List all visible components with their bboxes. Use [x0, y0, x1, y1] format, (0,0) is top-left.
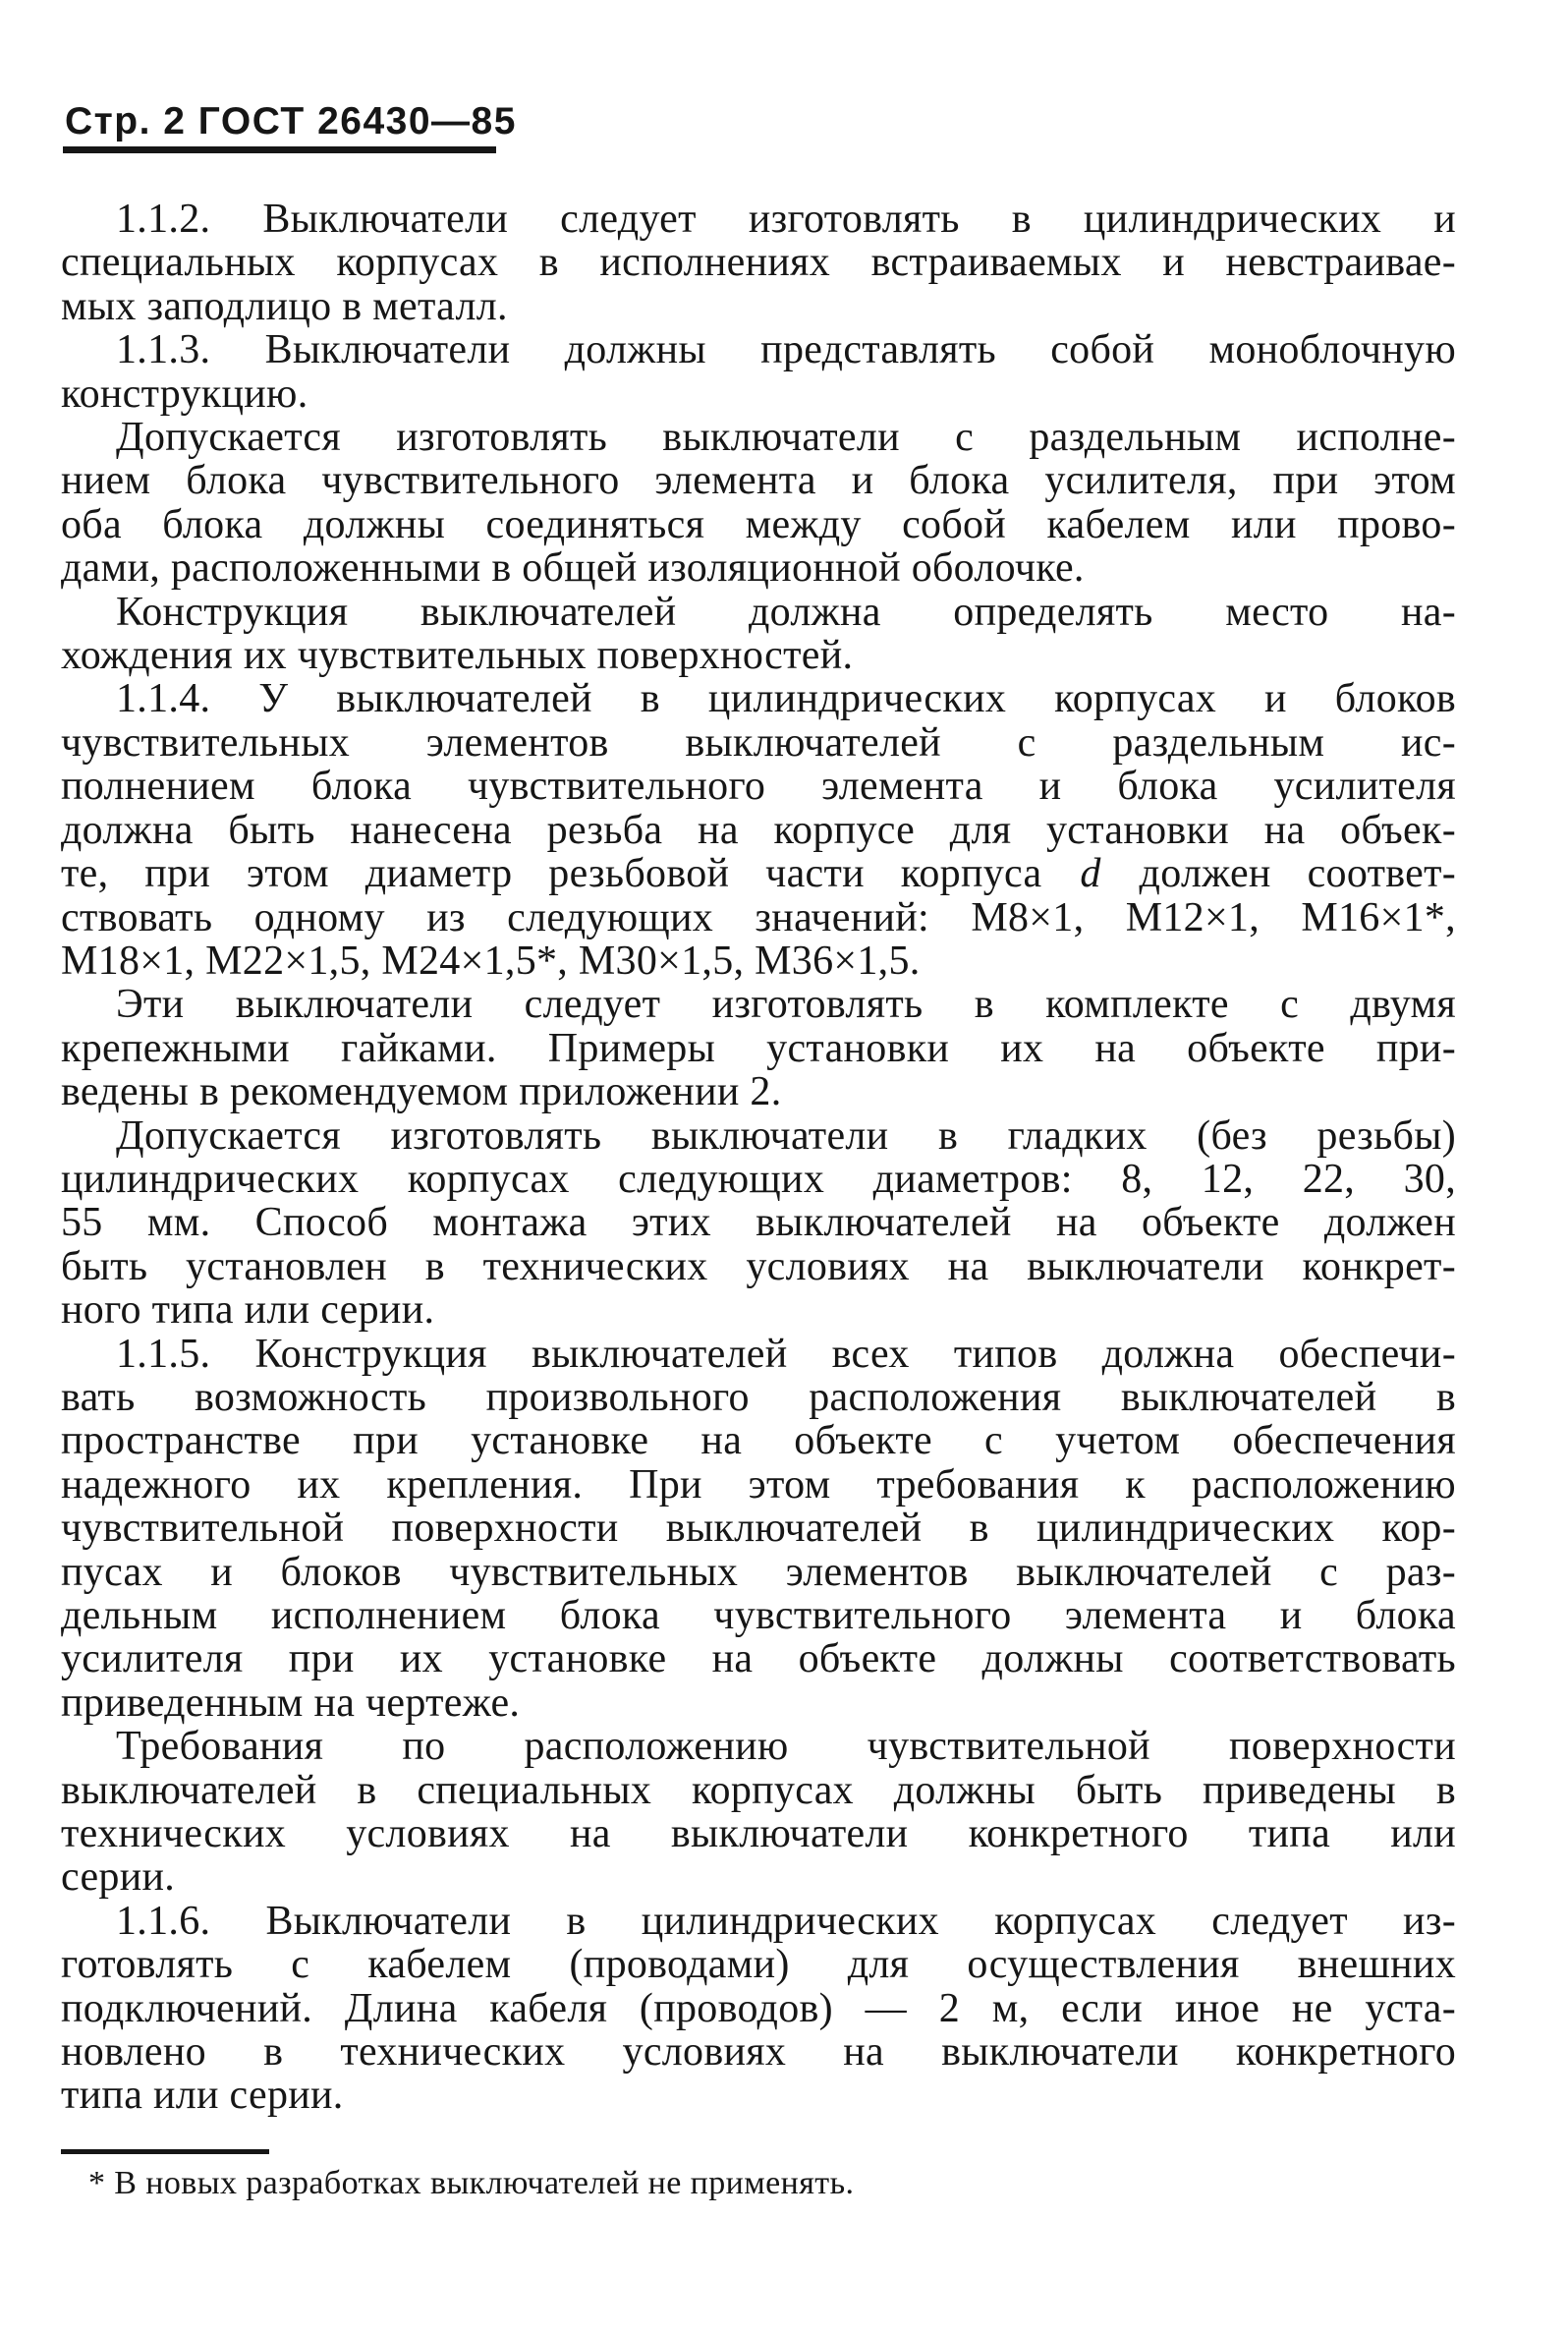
text-line: хождения их чувствительных поверхностей.: [61, 633, 854, 679]
page-header: Стр. 2 ГОСТ 26430—85: [65, 100, 517, 142]
text-line: дельным исполнением блока чувствительного элемента и блока: [61, 1593, 1456, 1638]
italic-symbol: d: [1080, 851, 1101, 897]
header-rule: [63, 146, 496, 153]
text-line: усилителя при их установке на объекте должны соответствовать: [61, 1636, 1456, 1682]
text-line: Эти выключатели следует изготовлять в комплекте с двумя: [116, 982, 1456, 1028]
text-line: конструкцию.: [61, 370, 308, 417]
text-line: быть установлен в технических условиях на выключатели конкрет-: [61, 1243, 1456, 1289]
text-line: чувствительных элементов выключателей с раздельным ис-: [61, 719, 1456, 766]
text-line: 1.1.3. Выключатели должны представлять собой моноблочную: [116, 327, 1456, 373]
text-line: пространстве при установке на объекте с учетом обеспечения: [61, 1418, 1456, 1464]
text-line: серии.: [61, 1854, 176, 1901]
text-line: пусах и блоков чувствительных элементов выключателей с раз-: [61, 1549, 1456, 1595]
text-line: ведены в рекомендуемом приложении 2.: [61, 1069, 782, 1115]
text-line: 1.1.2. Выключатели следует изготовлять в цилиндрических и: [116, 197, 1456, 242]
text-line: новлено в технических условиях на выключатели конкретного: [61, 2029, 1456, 2076]
footnote-rule: [61, 2149, 269, 2154]
text-line: ного типа или серии.: [61, 1287, 435, 1334]
text-line: Конструкция выключателей должна определять место на-: [116, 589, 1456, 635]
text-line: типа или серии.: [61, 2073, 344, 2119]
text-line: крепежными гайками. Примеры установки их на объекте при-: [61, 1025, 1456, 1071]
text-line: 1.1.6. Выключатели в цилиндрических корпусах следует из-: [116, 1898, 1456, 1944]
text-line: надежного их крепления. При этом требования к расположению: [61, 1461, 1456, 1508]
text-line: цилиндрических корпусах следующих диаметров: 8, 12, 22, 30,: [61, 1156, 1456, 1202]
document-body: [61, 198, 1456, 2118]
text-line: нием блока чувствительного элемента и блока усилителя, при этом: [61, 458, 1456, 504]
text-line: М18×1, М22×1,5, М24×1,5*, М30×1,5, М36×1,5.: [61, 938, 921, 984]
text-line: оба блока должны соединяться между собой кабелем или прово-: [61, 501, 1456, 547]
text-line: мых заподлицо в металл.: [61, 283, 508, 329]
text-line: полнением блока чувствительного элемента и блока усилителя: [61, 764, 1456, 810]
text-line: Допускается изготовлять выключатели в гладких (без резьбы): [116, 1112, 1456, 1159]
text-line: подключений. Длина кабеля (проводов) — 2 м, если иное не уста-: [61, 1985, 1456, 2031]
text-line: дами, расположенными в общей изоляционной оболочке.: [61, 545, 1085, 592]
text-line: технических условиях на выключатели конкретного типа или: [61, 1811, 1456, 1857]
text-line: те, при этом диаметр резьбовой части корпуса d должен соответ-: [61, 851, 1457, 897]
text-line: Требования по расположению чувствительной поверхности: [116, 1724, 1456, 1770]
text-line: вать возможность произвольного расположения выключателей в: [61, 1374, 1456, 1420]
text-line: 1.1.5. Конструкция выключателей всех типов должна обеспечи-: [116, 1331, 1456, 1377]
text-line: выключателей в специальных корпусах должны быть приведены в: [61, 1767, 1456, 1813]
footnote: * В новых разработках выключателей не применять.: [88, 2165, 855, 2201]
text-line: чувствительной поверхности выключателей в цилиндрических кор-: [61, 1506, 1456, 1552]
text-line: готовлять с кабелем (проводами) для осуществления внешних: [61, 1942, 1456, 1988]
text-line: специальных корпусах в исполнениях встраиваемых и невстраивае-: [61, 240, 1456, 286]
text-line: ствовать одному из следующих значений: М8×1, М12×1, М16×1*,: [61, 894, 1456, 940]
text-line: 1.1.4. У выключателей в цилиндрических корпусах и блоков: [116, 676, 1456, 722]
text-line: приведенным на чертеже.: [61, 1679, 521, 1726]
text-line: должна быть нанесена резьба на корпусе для установки на объек-: [61, 807, 1456, 853]
text-line: 55 мм. Способ монтажа этих выключателей на объекте должен: [61, 1200, 1456, 1246]
text-line: Допускается изготовлять выключатели с раздельным исполне-: [116, 415, 1456, 461]
